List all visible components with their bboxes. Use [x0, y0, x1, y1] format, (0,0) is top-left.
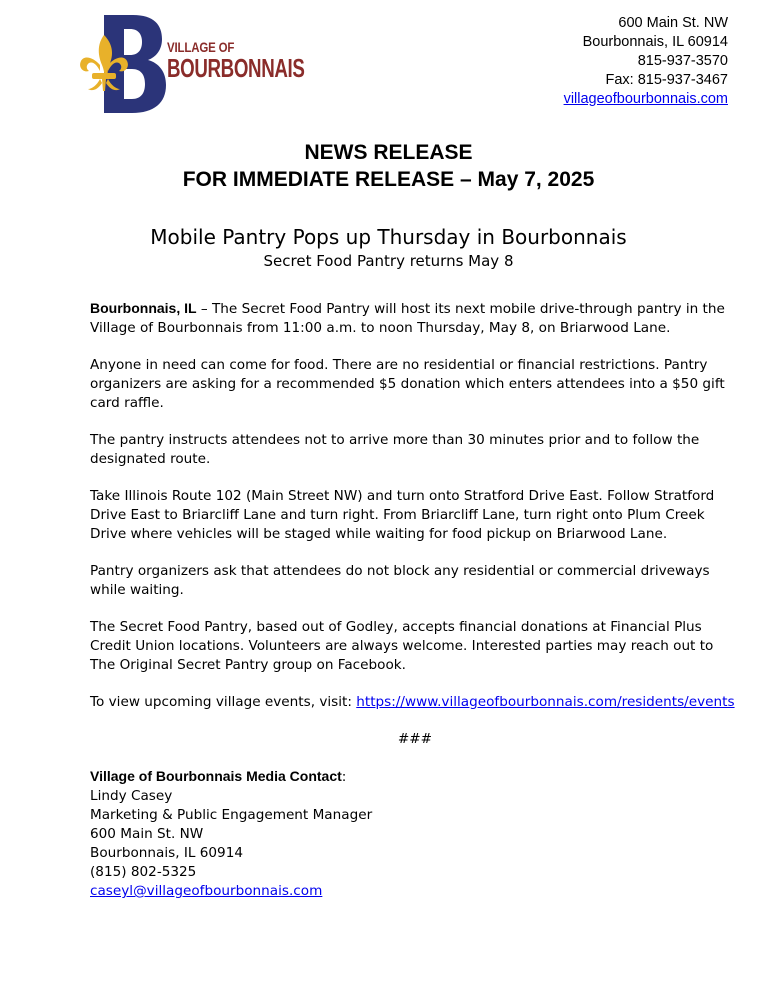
paragraph-2: Anyone in need can come for food. There are no residential or financial restrictions. Pantry organizers are asking for a recommended $5 donation which enters attendees into a $50 gift card raffle. [90, 357, 725, 411]
page-title: Mobile Pantry Pops up Thursday in Bourbonnais [150, 225, 627, 249]
release-body [90, 299, 740, 901]
dateline: Bourbonnais, IL [90, 300, 197, 316]
page-subtitle: Secret Food Pantry returns May 8 [263, 252, 514, 270]
letterhead-address [564, 14, 728, 109]
release-headline [0, 139, 777, 193]
address-city: Bourbonnais, IL 60914 [582, 34, 728, 50]
contact-colon: : [341, 769, 347, 785]
logo-line2: BOURBONNAIS [167, 53, 305, 83]
paragraph-5: Pantry organizers ask that attendees do not block any residential or commercial driveways while waiting. [90, 563, 710, 598]
village-logo [78, 13, 305, 115]
contact-street: 600 Main St. NW [90, 826, 204, 842]
logo-wordmark [167, 40, 358, 81]
contact-city: Bourbonnais, IL 60914 [90, 845, 244, 861]
events-link[interactable]: https://www.villageofbourbonnais.com/residents/events [356, 694, 735, 710]
events-prefix: To view upcoming village events, visit: [90, 694, 357, 710]
website-link[interactable]: villageofbourbonnais.com [563, 91, 728, 107]
paragraph-6: The Secret Food Pantry, based out of Godley, accepts financial donations at Financial Plus Credit Union locations. Volunteers are always welcome. Interested parties may reach out to The Original Secret Pantry group on Facebook. [90, 619, 714, 673]
contact-role: Marketing & Public Engagement Manager [90, 807, 373, 823]
paragraph-3: The pantry instructs attendees not to arrive more than 30 minutes prior and to follow the designated route. [90, 432, 700, 467]
paragraph-4: Take Illinois Route 102 (Main Street NW) and turn onto Stratford Drive East. Follow Stratford Drive East to Briarcliff Lane and turn right. From Briarcliff Lane, turn right onto Plum Creek Drive where vehicles will be staged while waiting for food pickup on Briarwood Lane. [90, 488, 715, 542]
end-marker: ### [397, 731, 433, 747]
events-paragraph [90, 693, 740, 712]
headline-line2: FOR IMMEDIATE RELEASE – May 7, 2025 [182, 168, 595, 191]
contact-title: Village of Bourbonnais Media Contact [90, 768, 342, 784]
address-phone: 815-937-3570 [637, 53, 728, 69]
media-contact [90, 767, 740, 901]
title-block [0, 224, 777, 271]
headline-line1: NEWS RELEASE [304, 141, 473, 164]
logo-emblem-icon [78, 13, 168, 115]
address-fax: Fax: 815-937-3467 [605, 72, 728, 88]
logo-line1: VILLAGE OF [167, 39, 235, 55]
contact-phone: (815) 802-5325 [90, 864, 197, 880]
contact-name: Lindy Casey [90, 788, 173, 804]
paragraph-1 [90, 299, 740, 338]
address-street: 600 Main St. NW [618, 15, 728, 31]
contact-email-link[interactable]: caseyl@villageofbourbonnais.com [90, 883, 323, 899]
paragraph-1-text: – The Secret Food Pantry will host its next mobile drive-through pantry in the Village of Bourbonnais from 11:00 a.m. to noon Thursday, May 8, on Briarwood Lane. [90, 301, 725, 336]
